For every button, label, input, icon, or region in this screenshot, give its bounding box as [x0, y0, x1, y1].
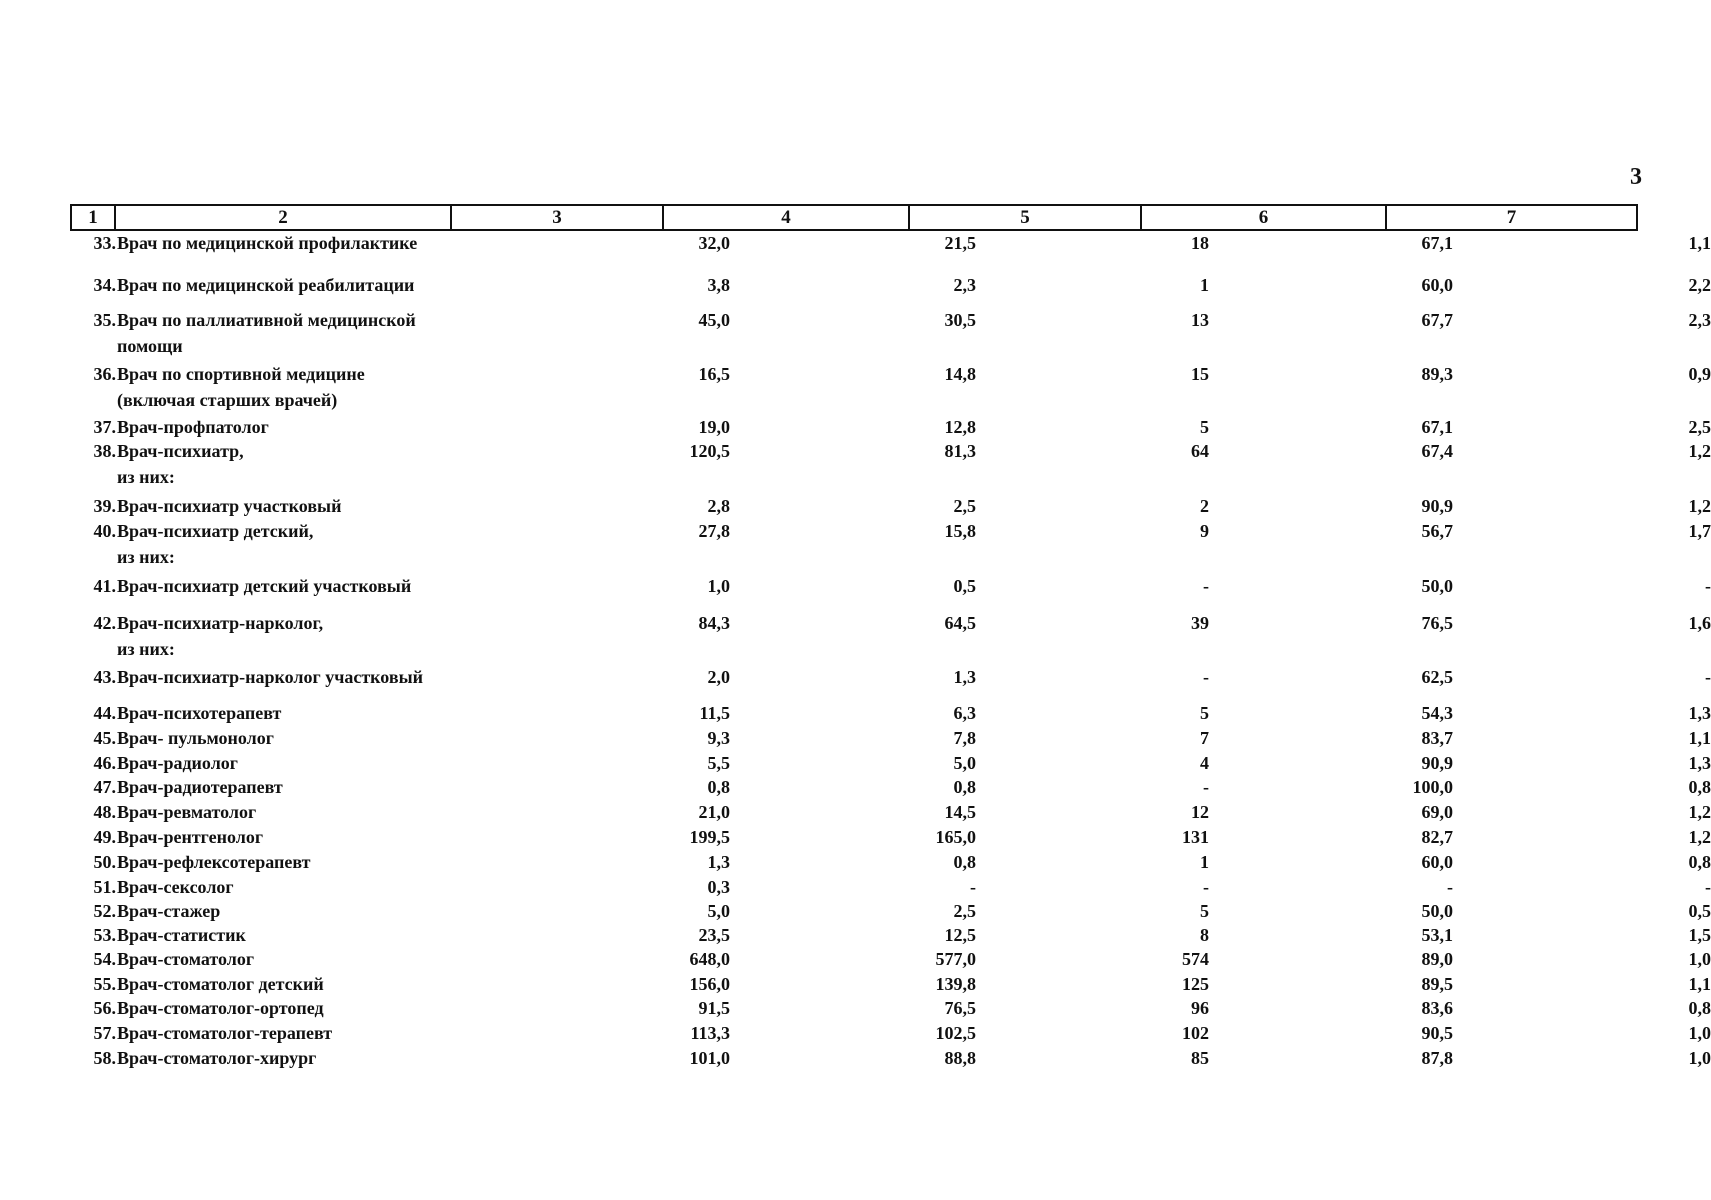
cell-name: Врач по медицинской реабилитации: [117, 275, 415, 295]
cell-c7: 1,0: [1688, 949, 1711, 969]
header-cell-7: 7: [1506, 207, 1517, 228]
cell-num: 47.: [93, 777, 116, 797]
cell-c7: 1,5: [1688, 925, 1711, 945]
cell-c3: 648,0: [689, 949, 730, 969]
cell-c5: 1: [1200, 275, 1209, 295]
cell-c4: 64,5: [944, 613, 976, 633]
cell-num: 51.: [93, 877, 116, 897]
cell-c3: 5,5: [707, 753, 730, 773]
cell-c6: 89,5: [1421, 974, 1453, 994]
cell-name: Врач-психотерапевт: [117, 703, 282, 723]
cell-c6: 87,8: [1421, 1048, 1453, 1068]
cell-c4: 12,5: [944, 925, 976, 945]
cell-c7: 1,2: [1688, 441, 1711, 461]
cell-name: Врач-рефлексотерапевт: [117, 852, 311, 872]
cell-c5: 12: [1191, 802, 1209, 822]
cell-c6: 82,7: [1421, 827, 1453, 847]
cell-c5: 1: [1200, 852, 1209, 872]
cell-name: Врач по медицинской профилактике: [117, 233, 418, 253]
cell-c7: 1,0: [1688, 1048, 1711, 1068]
cell-c6: 89,3: [1421, 364, 1453, 384]
cell-c4: 165,0: [935, 827, 976, 847]
cell-c3: 84,3: [698, 613, 730, 633]
cell-c4: 30,5: [944, 310, 976, 330]
cell-c5: 125: [1182, 974, 1209, 994]
cell-num: 41.: [93, 576, 116, 596]
cell-c7: 1,6: [1688, 613, 1711, 633]
cell-name: Врач-статистик: [117, 925, 246, 945]
cell-c7: 1,0: [1688, 1023, 1711, 1043]
cell-c6: 67,1: [1421, 233, 1453, 253]
cell-name: Врач-профпатолог: [117, 417, 269, 437]
cell-c5: -: [1203, 877, 1209, 897]
cell-c7: 0,8: [1688, 852, 1711, 872]
cell-num: 39.: [93, 496, 116, 516]
cell-c6: 54,3: [1421, 703, 1453, 723]
cell-c6: 89,0: [1421, 949, 1453, 969]
cell-c6: 83,6: [1421, 998, 1453, 1018]
cell-c5: 64: [1191, 441, 1209, 461]
header-cell-6: 6: [1142, 206, 1387, 229]
cell-num: 34.: [93, 275, 116, 295]
cell-c3: 21,0: [698, 802, 730, 822]
cell-num: 43.: [93, 667, 116, 687]
cell-c5: 131: [1182, 827, 1209, 847]
cell-name: Врач-стоматолог-ортопед: [117, 998, 324, 1018]
cell-c6: 60,0: [1421, 852, 1453, 872]
cell-name: Врач- пульмонолог: [117, 728, 274, 748]
cell-name: Врач по паллиативной медицинской помощи: [117, 310, 416, 356]
cell-c7: 1,3: [1688, 753, 1711, 773]
cell-name: Врач по спортивной медицине (включая старших врачей): [117, 364, 365, 410]
cell-c3: 0,8: [707, 777, 730, 797]
cell-c3: 9,3: [707, 728, 730, 748]
cell-c5: 5: [1200, 703, 1209, 723]
cell-c6: 67,1: [1421, 417, 1453, 437]
cell-num: 49.: [93, 827, 116, 847]
cell-c4: 21,5: [944, 233, 976, 253]
cell-c3: 2,0: [707, 667, 730, 687]
cell-c4: 2,3: [953, 275, 976, 295]
cell-c7: 1,1: [1688, 233, 1711, 253]
cell-c4: 2,5: [953, 496, 976, 516]
cell-c4: 12,8: [944, 417, 976, 437]
cell-c3: 27,8: [698, 521, 730, 541]
cell-c7: 0,5: [1688, 901, 1711, 921]
cell-num: 42.: [93, 613, 116, 633]
cell-num: 56.: [93, 998, 116, 1018]
cell-name: Врач-психиатр детский, из них:: [117, 521, 314, 567]
cell-name: Врач-сексолог: [117, 877, 234, 897]
cell-c7: -: [1705, 576, 1711, 596]
cell-c3: 3,8: [707, 275, 730, 295]
cell-c5: 13: [1191, 310, 1209, 330]
cell-num: 36.: [93, 364, 116, 384]
cell-name: Врач-психиатр, из них:: [117, 441, 244, 487]
cell-c5: 18: [1191, 233, 1209, 253]
cell-c3: 5,0: [707, 901, 730, 921]
cell-c7: 2,2: [1688, 275, 1711, 295]
cell-c6: 56,7: [1421, 521, 1453, 541]
cell-c4: 14,8: [944, 364, 976, 384]
cell-c5: 9: [1200, 521, 1209, 541]
cell-c6: 53,1: [1421, 925, 1453, 945]
cell-num: 52.: [93, 901, 116, 921]
cell-name: Врач-психиатр участковый: [117, 496, 342, 516]
cell-c7: 0,8: [1688, 998, 1711, 1018]
cell-c6: 90,9: [1421, 753, 1453, 773]
cell-c4: 15,8: [944, 521, 976, 541]
cell-c3: 120,5: [689, 441, 730, 461]
cell-c6: 67,4: [1421, 441, 1453, 461]
cell-c3: 113,3: [690, 1023, 730, 1043]
cell-c3: 2,8: [707, 496, 730, 516]
table-header-row: [70, 204, 1638, 231]
cell-c5: -: [1203, 667, 1209, 687]
cell-c3: 91,5: [698, 998, 730, 1018]
cell-c6: 50,0: [1421, 576, 1453, 596]
cell-num: 58.: [93, 1048, 116, 1068]
cell-c4: 5,0: [953, 753, 976, 773]
cell-num: 40.: [93, 521, 116, 541]
cell-c5: 574: [1182, 949, 1209, 969]
cell-num: 48.: [93, 802, 116, 822]
cell-num: 55.: [93, 974, 116, 994]
cell-c5: 5: [1200, 901, 1209, 921]
cell-c5: 102: [1182, 1023, 1209, 1043]
cell-c7: 0,8: [1688, 777, 1711, 797]
cell-c4: 2,5: [953, 901, 976, 921]
cell-c5: 85: [1191, 1048, 1209, 1068]
cell-name: Врач-стоматолог: [117, 949, 255, 969]
cell-c6: 62,5: [1421, 667, 1453, 687]
cell-c6: 90,9: [1421, 496, 1453, 516]
cell-name: Врач-ревматолог: [117, 802, 257, 822]
cell-c5: 5: [1200, 417, 1209, 437]
header-cell-2: 2: [116, 206, 452, 229]
cell-c7: -: [1705, 667, 1711, 687]
cell-c4: 577,0: [935, 949, 976, 969]
cell-c7: 1,2: [1688, 802, 1711, 822]
header-cell-1: 1: [72, 206, 116, 229]
cell-c4: 14,5: [944, 802, 976, 822]
cell-c6: 67,7: [1421, 310, 1453, 330]
cell-num: 35.: [93, 310, 116, 330]
cell-c6: 83,7: [1421, 728, 1453, 748]
cell-c4: 139,8: [935, 974, 976, 994]
cell-name: Врач-стоматолог детский: [117, 974, 324, 994]
cell-c5: -: [1203, 576, 1209, 596]
cell-c3: 156,0: [689, 974, 730, 994]
cell-num: 45.: [93, 728, 116, 748]
cell-c4: 81,3: [944, 441, 976, 461]
cell-c3: 0,3: [707, 877, 730, 897]
cell-c4: 1,3: [953, 667, 976, 687]
cell-c7: 2,3: [1688, 310, 1711, 330]
cell-c7: 1,2: [1688, 827, 1711, 847]
cell-num: 50.: [93, 852, 116, 872]
cell-c5: -: [1203, 777, 1209, 797]
cell-c4: 0,5: [953, 576, 976, 596]
header-cell-3: 3: [452, 206, 664, 229]
cell-c3: 1,3: [707, 852, 730, 872]
cell-c7: 2,5: [1688, 417, 1711, 437]
cell-c3: 1,0: [707, 576, 730, 596]
cell-c5: 96: [1191, 998, 1209, 1018]
page-number: 3: [1630, 164, 1642, 190]
cell-c7: 1,1: [1688, 974, 1711, 994]
cell-c6: 76,5: [1421, 613, 1453, 633]
cell-c3: 45,0: [698, 310, 730, 330]
cell-num: 57.: [93, 1023, 116, 1043]
cell-c6: 50,0: [1421, 901, 1453, 921]
cell-name: Врач-психиатр-нарколог, из них:: [117, 613, 324, 659]
cell-num: 37.: [93, 417, 116, 437]
cell-c4: 102,5: [935, 1023, 976, 1043]
cell-num: 38.: [93, 441, 116, 461]
header-cell-4: 4: [664, 206, 910, 229]
cell-name: Врач-психиатр детский участковый: [117, 576, 412, 596]
cell-c5: 8: [1200, 925, 1209, 945]
cell-c4: 0,8: [953, 852, 976, 872]
cell-name: Врач-радиотерапевт: [117, 777, 283, 797]
cell-name: Врач-психиатр-нарколог участковый: [117, 667, 424, 687]
cell-c3: 19,0: [698, 417, 730, 437]
cell-c7: -: [1705, 877, 1711, 897]
cell-c3: 16,5: [698, 364, 730, 384]
cell-num: 33.: [93, 233, 116, 253]
cell-c5: 39: [1191, 613, 1209, 633]
cell-c4: -: [970, 877, 976, 897]
cell-c5: 15: [1191, 364, 1209, 384]
cell-c4: 0,8: [953, 777, 976, 797]
cell-name: Врач-стоматолог-хирург: [117, 1048, 317, 1068]
cell-c7: 0,9: [1688, 364, 1711, 384]
cell-c4: 76,5: [944, 998, 976, 1018]
cell-c6: 69,0: [1421, 802, 1453, 822]
cell-c4: 7,8: [953, 728, 976, 748]
cell-c3: 23,5: [698, 925, 730, 945]
cell-name: Врач-радиолог: [117, 753, 238, 773]
cell-c6: 60,0: [1421, 275, 1453, 295]
cell-name: Врач-стажер: [117, 901, 221, 921]
cell-c6: -: [1447, 877, 1453, 897]
cell-c6: 100,0: [1412, 777, 1453, 797]
cell-c3: 11,5: [699, 703, 730, 723]
cell-num: 46.: [93, 753, 116, 773]
cell-c7: 1,7: [1688, 521, 1711, 541]
header-cell-5: 5: [910, 206, 1142, 229]
cell-c5: 2: [1200, 496, 1209, 516]
cell-c7: 1,2: [1688, 496, 1711, 516]
cell-c3: 32,0: [698, 233, 730, 253]
cell-c6: 90,5: [1421, 1023, 1453, 1043]
cell-num: 53.: [93, 925, 116, 945]
cell-c4: 88,8: [944, 1048, 976, 1068]
cell-name: Врач-стоматолог-терапевт: [117, 1023, 333, 1043]
cell-c5: 7: [1200, 728, 1209, 748]
cell-c3: 101,0: [689, 1048, 730, 1068]
cell-c7: 1,1: [1688, 728, 1711, 748]
cell-num: 44.: [93, 703, 116, 723]
cell-c7: 1,3: [1688, 703, 1711, 723]
cell-name: Врач-рентгенолог: [117, 827, 263, 847]
cell-c3: 199,5: [689, 827, 730, 847]
cell-c4: 6,3: [953, 703, 976, 723]
cell-num: 54.: [93, 949, 116, 969]
cell-c5: 4: [1200, 753, 1209, 773]
